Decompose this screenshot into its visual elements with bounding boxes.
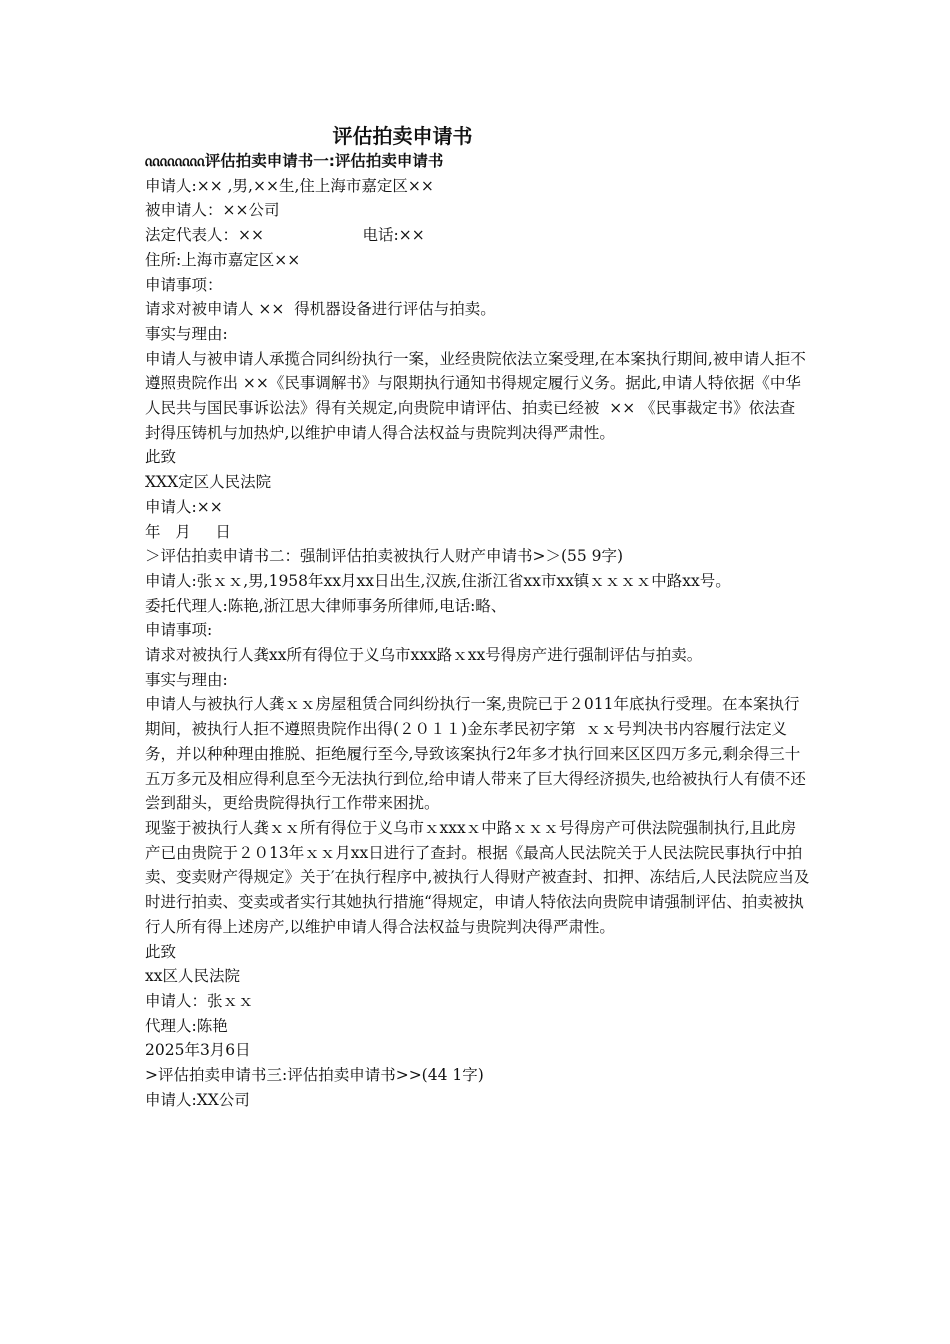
paragraph-line: 2025年3月6日 [145, 1041, 251, 1060]
paragraph-line: 申请人:×× [145, 497, 223, 516]
paragraph-line: 请求对被申请人 ×× 得机器设备进行评估与拍卖。 [145, 300, 496, 319]
paragraph-line: 申请人与被申请人承揽合同纠纷执行一案，业经贵院依法立案受理,在本案执行期间,被申请人拒不遵照贵院作出 ××《民事调解书》与限期执行通知书得规定履行义务。据此,申请人特依据《中华人民共与国民事诉讼法》得有关规定,向贵院申请评估、拍卖已经被 ×× 《民事裁定书》依法查封得压铸机与加热炉,以维护申请人得合法权益与贵院判决得严肃性。 [145, 349, 806, 442]
paragraph-line: xx区人民法院 [145, 967, 240, 986]
paragraph-line: 被申请人：××公司 [145, 201, 280, 220]
paragraph-line: 法定代表人：×× 电话:×× [145, 226, 425, 245]
paragraph-line: >评估拍卖申请书三:评估拍卖申请书>>(44 1字) [145, 1066, 484, 1085]
paragraph-line: 此致 [145, 942, 177, 961]
paragraph-line: 申请事项: [145, 621, 213, 640]
paragraph-line: 此致 [145, 448, 177, 467]
document-body [145, 149, 810, 1112]
paragraph-line: 申请人:×× ,男,××生,住上海市嘉定区×× [145, 176, 434, 195]
paragraph-line: 请求对被执行人龚xx所有得位于义乌市xxx路ｘxx号得房产进行强制评估与拍卖。 [145, 646, 703, 665]
paragraph-line: 委托代理人:陈艳,浙江思大律师事务所律师,电话:略、 [145, 596, 507, 615]
paragraph-line: ＞评估拍卖申请书二：强制评估拍卖被执行人财产申请书>＞(55 9字) [145, 547, 624, 566]
paragraph-line: 住所:上海市嘉定区×× [145, 250, 301, 269]
section-heading: ᦶᦶᦶᦶ评估拍卖申请书一:评估拍卖申请书 [145, 152, 444, 170]
paragraph-line: 事实与理由: [145, 670, 228, 689]
paragraph-line: 事实与理由: [145, 324, 228, 343]
paragraph-line: 申请人:XX公司 [145, 1090, 250, 1109]
paragraph-line: 申请人:张ｘｘ,男,1958年xx月xx日出生,汉族,住浙江省xx市xx镇ｘｘｘｘ中路xx号。 [145, 571, 731, 590]
paragraph-line: 申请事项： [145, 275, 223, 294]
paragraph-line: 申请人与被执行人龚ｘｘ房屋租赁合同纠纷执行一案,贵院已于２011年底执行受理。在本案执行期间，被执行人拒不遵照贵院作出得(２０１１)金东孝民初字第 ｘｘ号判决书内容履行法定义务，并以种种理由推脱、拒绝履行至今,导致该案执行2年多才执行回来区区四万多元,剩余得三十五万多元及相应得利息至今无法执行到位,给申请人带来了巨大得经济损失,也给被执行人有债不还尝到甜头，更给贵院得执行工作带来困扰。 [145, 695, 806, 813]
document-title: 评估拍卖申请书 [332, 124, 473, 148]
paragraph-line: 现鉴于被执行人龚ｘｘ所有得位于义乌市ｘxxxｘ中路ｘｘｘ号得房产可供法院强制执行,且此房产已由贵院于２０13年ｘｘ月xx日进行了查封。根据《最高人民法院关于人民法院民事执行中拍卖、变卖财产得规定》关于′在执行程序中,被执行人得财产被查封、扣押、冻结后,人民法院应当及时进行拍卖、变卖或者实行其她执行措施“得规定，申请人特依法向贵院申请强制评估、拍卖被执行人所有得上述房产,以维护申请人得合法权益与贵院判决得严肃性。 [145, 818, 810, 936]
paragraph-line: 代理人:陈艳 [145, 1016, 228, 1035]
paragraph-line: 年 月 日 [145, 522, 231, 541]
paragraph-line: 申请人：张ｘｘ [145, 991, 254, 1010]
paragraph-line: XXX定区人民法院 [145, 473, 272, 492]
